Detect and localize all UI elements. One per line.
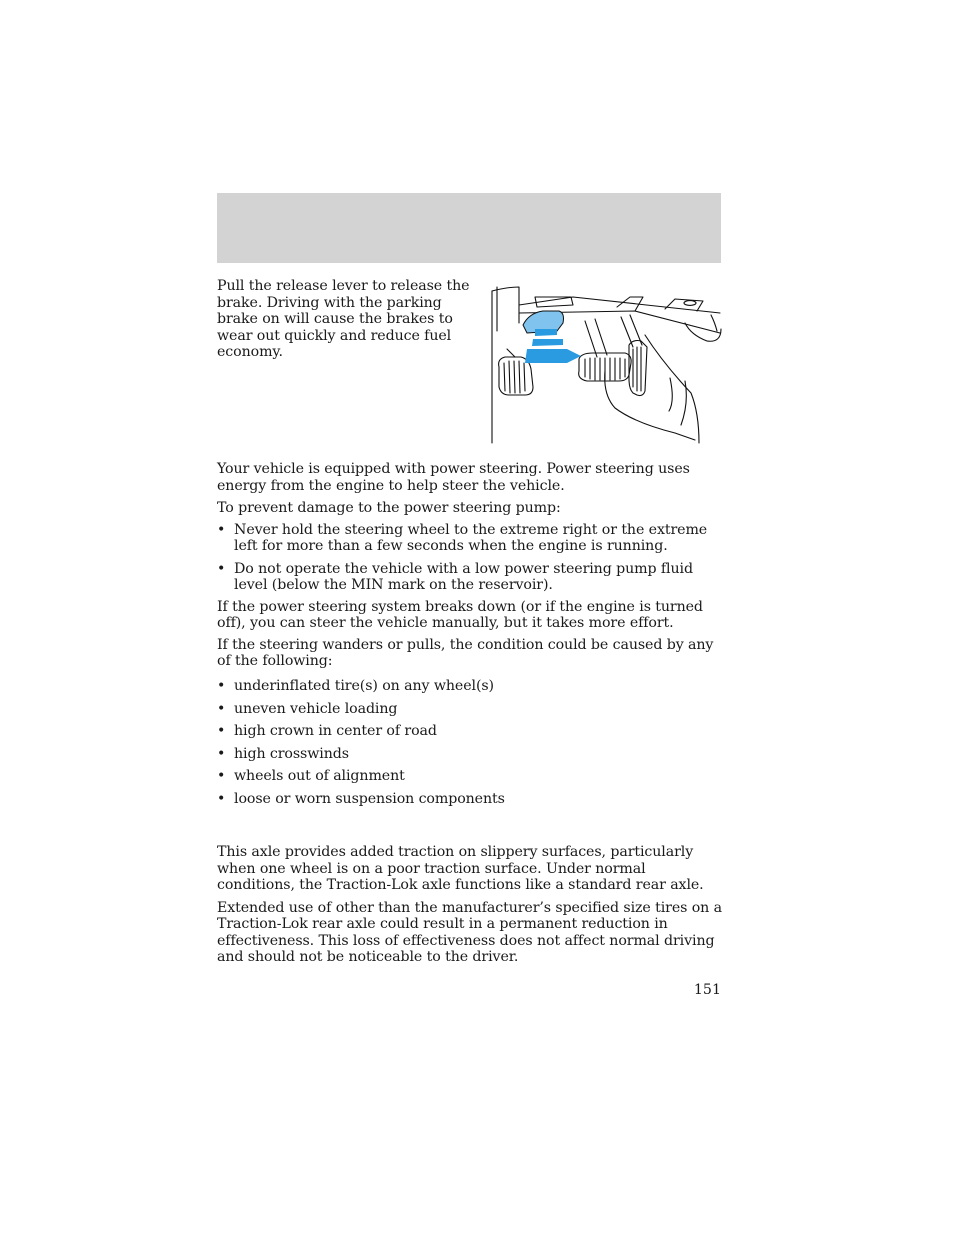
bullet-icon: •	[217, 723, 226, 739]
parking-brake-release-text: Pull the release lever to release the brake. Driving with the parking brake on will cause the brakes to wear out quickly and reduce fuel economy.	[217, 278, 470, 360]
bullet-icon: •	[217, 745, 226, 762]
bullet-icon: •	[217, 790, 226, 807]
bullet-icon: •	[217, 521, 226, 538]
steering-breakdown-text: If the power steering system breaks down (or if the engine is turned off), you can steer the vehicle manually, but it takes more effort.	[217, 598, 703, 631]
prevent-damage-lead: To prevent damage to the power steering pump:	[217, 500, 561, 516]
steering-causes-list	[217, 678, 725, 807]
page-number: 151	[693, 982, 721, 998]
traction-lok-intro: This axle provides added traction on slippery surfaces, particularly when one wheel is on a poor traction surface. Under normal conditions, the Traction-Lok axle functions like a standard rear axle.	[217, 844, 704, 893]
list-item: • uneven vehicle loading	[217, 700, 398, 717]
traction-lok-warning: Extended use of other than the manufacturer’s specified size tires on a Traction-Lok rear axle could result in a permanent reduction in effectiveness. This loss of effectiveness does not affect normal driving and should not be noticeable to the driver.	[217, 899, 722, 965]
list-item: • high crown in center of road	[217, 723, 437, 739]
list-item: • loose or worn suspension components	[217, 790, 505, 807]
section-header-band	[217, 193, 721, 263]
list-item: • underinflated tire(s) on any wheel(s)	[217, 678, 494, 694]
bullet-icon: •	[217, 678, 226, 694]
bullet-icon: •	[217, 768, 226, 784]
list-item: • wheels out of alignment	[217, 768, 405, 784]
list-item: • Do not operate the vehicle with a low power steering pump fluid level (below the MIN mark on the reservoir).	[217, 560, 693, 593]
list-item: • Never hold the steering wheel to the extreme right or the extreme left for more than a few seconds when the engine is running.	[217, 521, 708, 554]
steering-wander-lead: If the steering wanders or pulls, the condition could be caused by any of the following:	[217, 636, 714, 669]
parking-brake-pedal-illustration	[485, 283, 725, 445]
power-steering-section	[217, 461, 725, 670]
bullet-icon: •	[217, 560, 226, 577]
power-steering-intro: Your vehicle is equipped with power steering. Power steering uses energy from the engine to help steer the vehicle.	[217, 461, 690, 494]
bullet-icon: •	[217, 700, 226, 717]
list-item: • high crosswinds	[217, 745, 349, 762]
traction-lok-section	[217, 844, 725, 966]
